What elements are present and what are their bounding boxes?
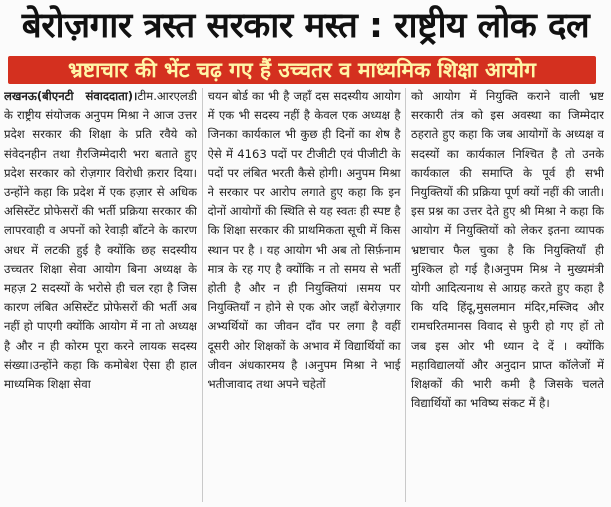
subheadline-banner: भ्रष्टाचार की भेंट चढ़ गए हैं उच्चतर व माध्यमिक शिक्षा आयोग <box>8 56 596 84</box>
column-text: चयन बोर्ड का भी है जहाँ दस सदस्यीय आयोग में एक भी सदस्य नहीं है केवल एक अध्यक्ष है जिनका कार्यकाल भी कुछ ही दिनों का शेष है ऐसे में 4163 पदों पर टीजीटी एवं पीजीटी के पदों पर लंबित भरती कैसे होगी। अनुपम मिश्रा ने सरकार पर आरोप लगाते हुए कहा कि इन दोनों आयोगों की स्थिति से यह स्वतः ही स्पष्ट है कि शिक्षा सरकार की प्राथमिकता सूची में किस स्थान पर है । यह आयोग भी अब तो सिर्फ़नाम मात्र के रह गए है क्योंकि न तो समय से भर्ती होती है और न ही नियुक्तियां ।समय पर नियुक्तियाँ न होने से एक ओर जहाँ बेरोज़गार अभ्यर्थियों का जीवन दाँव पर लगा है वहीं दूसरी ओर शिक्षकों के अभाव में विद्यार्थियों का जीवन अंधकारमय है ।अनुपम मिश्रा ने भाई भतीजावाद तथा अपने चहेतों <box>207 89 401 392</box>
column-text: को आयोग में नियुक्ति कराने वाली भ्रष्ट सरकारी तंत्र को इस अवस्था का जिम्मेदार ठहराते हुए कहा कि जब आयोगों के अध्यक्ष व सदस्यों का कार्यकाल निश्चित है तो उनके कार्यकाल की समाप्ति के पूर्व ही सभी नियुक्तियों की प्रक्रिया पूर्ण क्यों नहीं की जाती।इस प्रश्न का उत्तर देते हुए श्री मिश्रा ने कहा कि आयोग में नियुक्तियों को लेकर इतना व्यापक भ्रष्टाचार फैल चुका है कि नियुक्तियाँ ही मुश्किल हो गई है।अनुपम मिश्र ने मुख्यमंत्री योगी आदित्यनाथ से आग्रह करते हुए कहा है कि यदि हिंदू,मुसलमान मंदिर,मस्जिद और रामचरितमानस विवाद से फ़ुरी हो गए हों तो जब इस ओर भी ध्यान दे दें । क्योंकि महाविद्यालयों और अनुदान प्राप्त कॉलेजों में शिक्षकों की भारी कमी है जिसके चलते विद्यार्थियों का भविष्य संकट में है। <box>411 89 604 411</box>
column-divider <box>405 88 406 502</box>
article-column-1 <box>4 87 197 503</box>
dateline: लखनऊ(बीएनटी संवाददाता)। <box>4 89 138 103</box>
headline: बेरोज़गार त्रस्त सरकार मस्त : राष्ट्रीय लोक दल <box>21 6 590 46</box>
article-body <box>4 87 604 503</box>
column-divider <box>202 88 203 502</box>
article-column-3 <box>411 87 604 503</box>
article-column-2 <box>208 87 401 503</box>
article-paragraph <box>4 87 197 394</box>
column-text: टीम.आरएलडी के राष्ट्रीय संयोजक अनुपम मिश्रा ने आज उत्तर प्रदेश सरकार की शिक्षा के प्रति रवैये को संवेदनहीन तथा ग़ैरजिम्मेदारी भरा बताते हुए प्रदेश सरकार को रोज़गार विरोधी क़रार दिया।उन्होंने कहा कि प्रदेश में एक हज़ार से अधिक असिस्टेंट प्रोफेसरों की भर्ती प्रक्रिया सरकार की लापरवाही व अपनों को रेवाड़ी बाँटने के कारण अधर में लटकी हुई है क्योंकि छह सदस्यीय उच्चतर शिक्षा सेवा आयोग बिना अध्यक्ष के महज़ 2 सदस्यों के भरोसे ही चल रहा है जिस कारण लंबित असिस्टेंट प्रोफेसरों की भर्ती अब नहीं हो पाएगी क्योंकि आयोग में ना तो अध्यक्ष है और न ही कोरम पूरा करने लायक सदस्य संख्या।उन्होंने कहा कि कमोबेश ऐसा ही हाल माध्यमिक शिक्षा सेवा <box>4 89 197 392</box>
